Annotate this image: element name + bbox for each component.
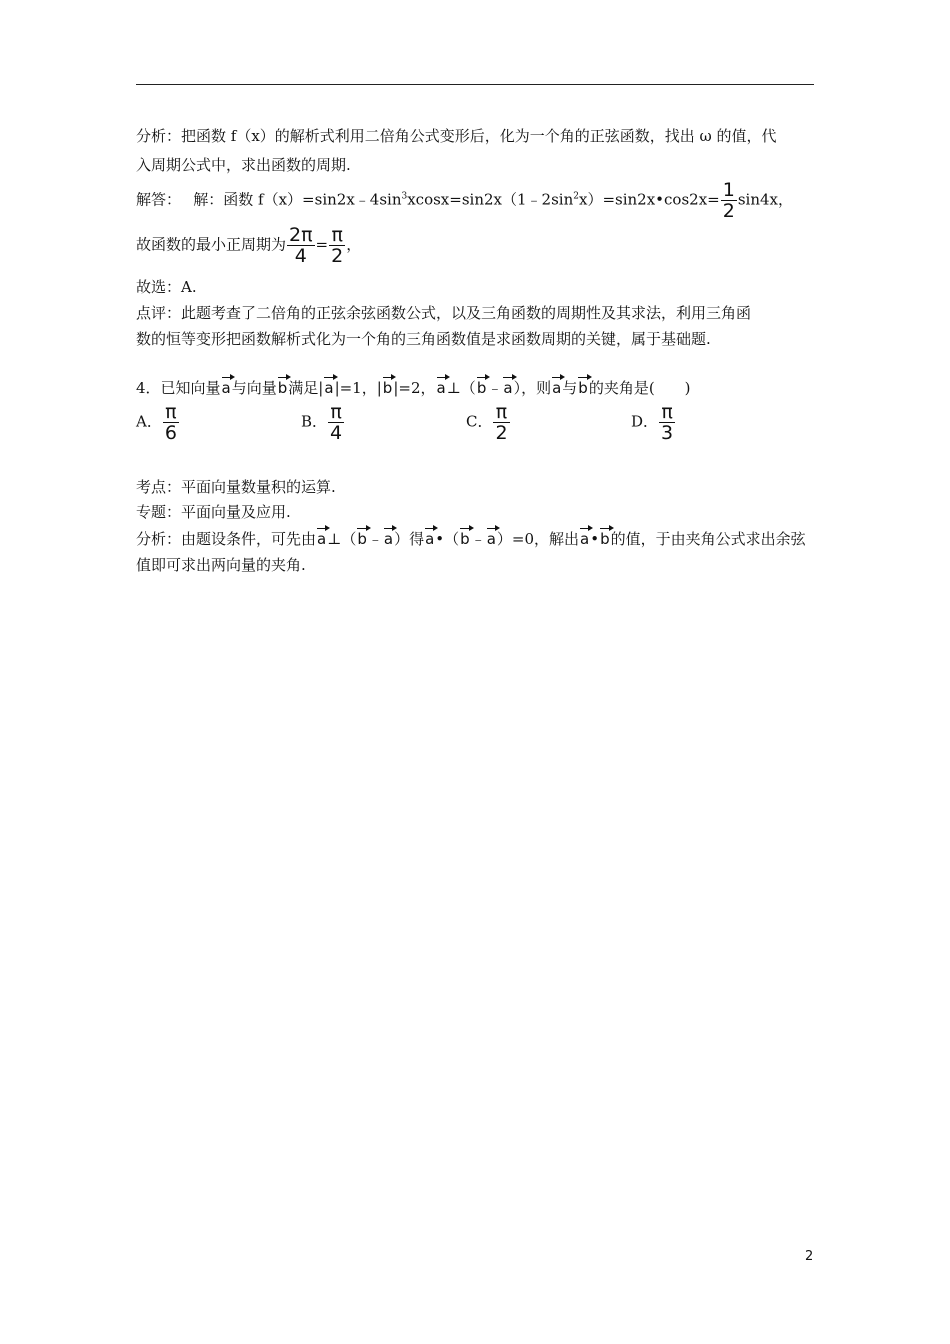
q4-analysis-line-1: 分析：由题设条件，可先由a⊥（b﹣a）得a•（b﹣a）=0，解出a•b的值，于由夹角公式求出余弦 [136,525,806,549]
choose-line: 故选：A. [136,278,197,296]
zhuanti-line: 专题：平面向量及应用. [136,503,291,521]
option-d: D． $\frac{\pi}{3}$ [631,401,674,444]
page-number: 2 [805,1249,814,1264]
solution-line: 解答： 解：函数 $f(x)=\sin 2x﹣4\sin^3xcosx=\sin 2x(1﹣2\sin^2x)=\sin 2x•\cos 2x=$ $\frac{1}{2}$ sin4x， [136,179,793,222]
fraction-2pi-over-4: $\frac{2\pi}{4}$ [289,224,313,267]
option-c: C． $\frac{\pi}{2}$ [466,401,508,444]
header-rule [136,84,814,85]
analysis-line-1: 分析：把函数 f（x）的解析式利用二倍角公式变形后，化为一个角的正弦函数，找出 ω 的值，代 [136,127,777,145]
comment-line-2: 数的恒等变形把函数解析式化为一个角的三角函数值是求函数周期的关键，属于基础题. [136,330,711,348]
option-a: A． $\frac{\pi}{6}$ [136,401,177,444]
question-4-stem: 4．已知向量a与向量b满足|a|=1，|b|=2，a⊥（b﹣a），则a与b的夹角是( ) [136,374,691,398]
period-line: 故函数的最小正周期为 $\frac{2\pi}{4}$ = $\frac{\pi}{2}$ ， [136,224,362,267]
analysis-line-2: 入周期公式中，求出函数的周期. [136,156,351,174]
fraction-one-half: $\frac{1}{2}$ [722,179,735,222]
kaodian-line: 考点：平面向量数量积的运算. [136,478,336,496]
option-b: B． $\frac{\pi}{4}$ [301,401,343,444]
fraction-pi-over-2: $\frac{\pi}{2}$ [331,224,344,267]
q4-analysis-line-2: 值即可求出两向量的夹角. [136,556,306,574]
comment-line-1: 点评：此题考查了二倍角的正弦余弦函数公式，以及三角函数的周期性及其求法，利用三角函 [136,304,752,322]
